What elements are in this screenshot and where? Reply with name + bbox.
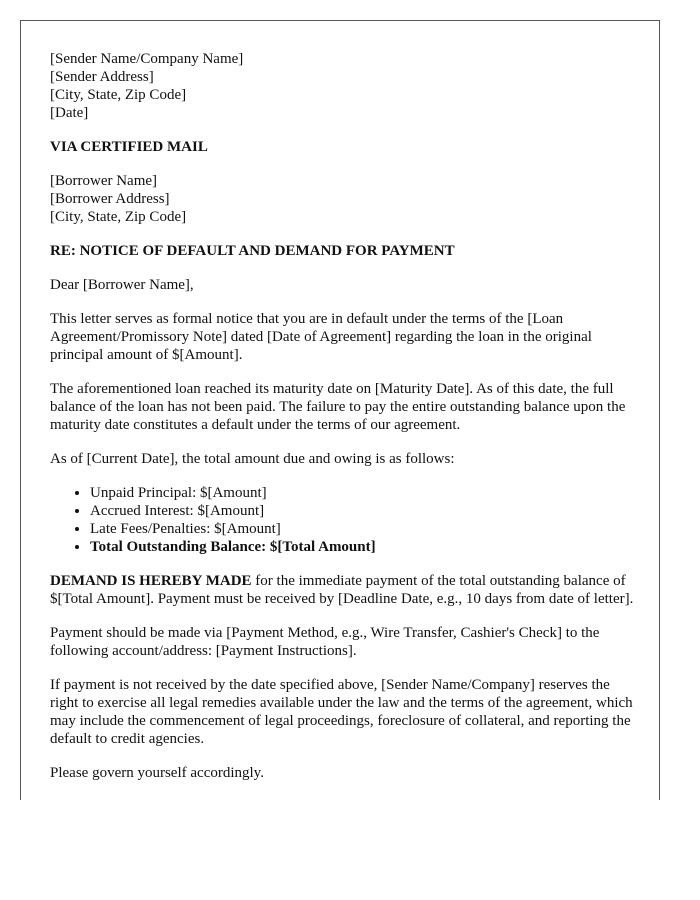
closing-line: Please govern yourself accordingly.: [50, 765, 264, 781]
demand-text: for the immediate payment of the total outstanding balance of $[Total Amount]. Payment must be received by [Deadline Date, e.g., 10 days from date of letter].: [50, 573, 634, 607]
sender-city: [City, State, Zip Code]: [50, 87, 187, 103]
letter-date: [Date]: [50, 105, 89, 121]
paragraph-amount-intro: As of [Current Date], the total amount due and owing is as follows:: [50, 451, 455, 467]
demand-heading: DEMAND IS HEREBY MADE: [50, 573, 252, 589]
list-item-principal: • Unpaid Principal: $[Amount]: [90, 484, 640, 502]
paragraph-remedies: If payment is not received by the date specified above, [Sender Name/Company] reserves the right to exercise all legal remedies available under the law and the terms of the agreement, which may include the commencement of legal proceedings, foreclosure of collateral, and reporting the default to credit agencies.: [50, 677, 633, 747]
recipient-block: [50, 172, 640, 226]
paragraph-notice: This letter serves as formal notice that you are in default under the terms of the [Loan Agreement/Promissory Note] dated [Date of Agreement] regarding the loan in the original principal amount of $[Amount].: [50, 311, 592, 363]
sender-address: [Sender Address]: [50, 69, 154, 85]
list-item-interest: • Accrued Interest: $[Amount]: [90, 502, 640, 520]
recipient-address: [Borrower Address]: [50, 191, 170, 207]
salutation: Dear [Borrower Name],: [50, 277, 194, 293]
subject-line: RE: NOTICE OF DEFAULT AND DEMAND FOR PAYMENT: [50, 243, 455, 259]
delivery-method: VIA CERTIFIED MAIL: [50, 139, 208, 155]
sender-block: [50, 50, 640, 122]
list-item-total: • Total Outstanding Balance: $[Total Amount]: [90, 538, 640, 556]
list-item-fees: • Late Fees/Penalties: $[Amount]: [90, 520, 640, 538]
amount-list: [50, 484, 640, 556]
paragraph-demand: [50, 572, 640, 608]
paragraph-payment-method: Payment should be made via [Payment Method, e.g., Wire Transfer, Cashier's Check] to the following account/address: [Payment Instructions].: [50, 625, 600, 659]
sender-name: [Sender Name/Company Name]: [50, 51, 244, 67]
paragraph-maturity: The aforementioned loan reached its maturity date on [Maturity Date]. As of this date, the full balance of the loan has not been paid. The failure to pay the entire outstanding balance upon the maturity date constitutes a default under the terms of our agreement.: [50, 381, 626, 433]
recipient-name: [Borrower Name]: [50, 173, 158, 189]
letter-page: [20, 20, 660, 800]
letter-body: [50, 50, 640, 782]
recipient-city: [City, State, Zip Code]: [50, 209, 187, 225]
